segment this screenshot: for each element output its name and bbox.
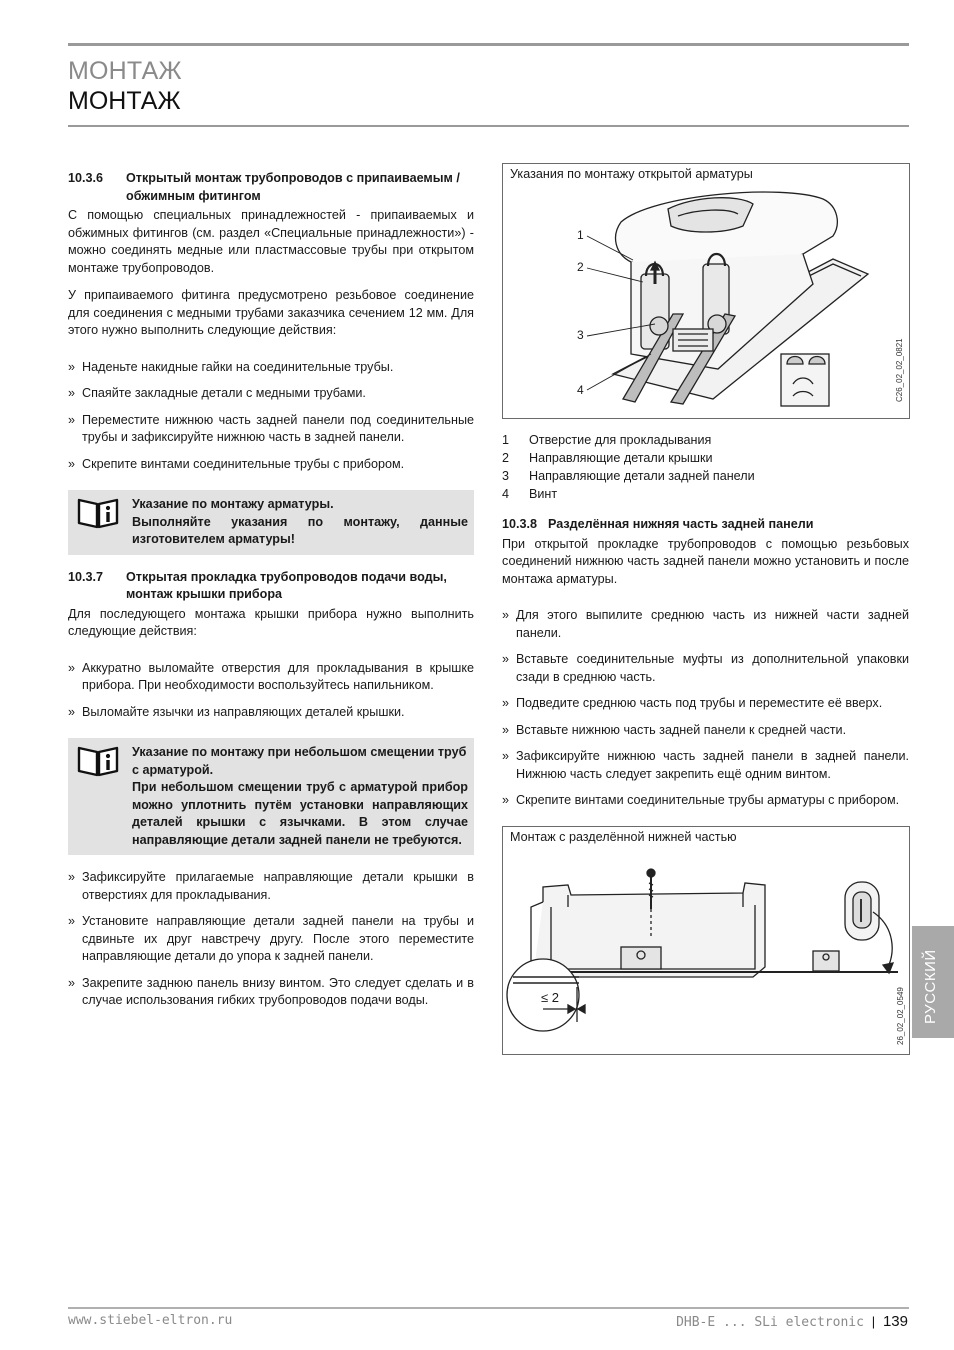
footer-separator: | [871,1314,876,1329]
legend-item: 1 Отверстие для прокладывания [502,433,712,447]
step-item: » Подведите среднюю часть под трубы и переместите её вверх. [502,696,883,710]
section-number: 10.3.7 [68,569,104,584]
figure-caption: Монтаж с разделённой нижней частью [510,830,737,844]
legend-item: 4 Винт [502,487,558,501]
step-item: » Переместите нижнюю часть задней панели под соединительные трубы и зафиксируйте нижнюю часть в задней панели. [68,412,474,444]
step-item: » Закрепите заднюю панель внизу винтом. Это следует сделать и в случае использования гибких трубопроводов подачи воды. [68,975,474,1007]
section-number: 10.3.8 [502,517,538,531]
header-title-black: МОНТАЖ [68,87,181,115]
note-box [68,490,474,555]
header-title-grey: МОНТАЖ [68,57,182,85]
callout-4: 4 [577,383,584,397]
note-text: При небольшом смещении труб с арматурой прибор можно уплотнить путём установки направляющих деталей крышки с язычками. В этом случае направляющие детали задней панели не требуются. [132,780,468,847]
section-heading-10-3-6 [68,170,474,205]
figure-caption: Указания по монтажу открытой арматуры [510,167,753,181]
step-item: » Аккуратно выломайте отверстия для прокладывания в крышке прибора. При необходимости воспользуйтесь напильником. [68,660,474,692]
callout-1: 1 [577,228,584,242]
section-title: Открытый монтаж трубопроводов с припаиваемым / обжимным фитингом [126,171,460,203]
figure-code: C26_02_02_0821 [895,338,904,402]
step-item: » Установите направляющие детали задней панели на трубы и сдвиньте их друг навстречу другу. После этого переместите направляющие детали до упора к задней панели. [68,914,474,963]
step-item: » Зафиксируйте нижнюю часть задней панели в задней панели. Нижнюю часть следует закрепить ещё одним винтом. [502,749,909,781]
top-rule [68,43,909,46]
step-list [502,607,909,810]
figure-code: 26_02_02_0549 [896,987,905,1045]
callout-3: 3 [577,328,584,342]
step-item: » Для этого выпилите среднюю часть из нижней части задней панели. [502,608,909,640]
step-list [68,869,474,1010]
section-title: Открытая прокладка трубопроводов подачи воды, монтаж крышки прибора [126,569,447,601]
legend-item: 3 Направляющие детали задней панели [502,469,755,483]
figure-open-fittings [502,163,910,419]
section-number: 10.3.6 [68,171,104,185]
section-title: Разделённая нижняя часть задней панели [548,517,814,531]
fittings-illustration [503,164,909,418]
step-item: » Спаяйте закладные детали с медными трубами. [68,386,366,400]
callout-2: 2 [577,260,584,274]
language-tab: РУССКИЙ [912,926,954,1038]
footer-product [676,1313,908,1330]
page-number: 139 [882,1313,908,1330]
step-item: » Скрепите винтами соединительные трубы с прибором. [68,456,405,471]
note-box [68,738,474,855]
step-item: » Зафиксируйте прилагаемые направляющие детали крышки в отверстиях для прокладывания. [68,870,474,902]
figure-legend [502,431,909,503]
legend-item: 2 Направляющие детали крышки [502,451,713,465]
paragraph: Для последующего монтажа крышки прибора нужно выполнить следующие действия: [68,606,474,638]
step-item: » Наденьте накидные гайки на соединительные трубы. [68,359,394,374]
figure-split-panel [502,826,910,1055]
step-item: » Скрепите винтами соединительные трубы арматуры с прибором. [502,793,900,807]
step-item: » Выломайте язычки из направляющих деталей крышки. [68,704,405,719]
footer-product-name: DHB-E ... SLi electronic [676,1315,864,1330]
paragraph: С помощью специальных принадлежностей - припаиваемых и обжимных фитингов (см. раздел «Специальные принадлежности») - можно соединять медные или пластмассовые трубы при открытом монтаже трубопроводов. [68,208,474,275]
step-list [68,359,474,474]
step-item: » Вставьте соединительные муфты из дополнительной упаковки сзади в среднюю часть. [502,652,909,684]
section-heading-10-3-8 [502,516,909,534]
paragraph: При открытой прокладке трубопроводов с помощью резьбовых соединений нижнюю часть задней панели можно установить и после монтажа арматуры. [502,536,909,586]
step-item: » Вставьте нижнюю часть задней панели к средней части. [502,722,847,737]
header-rule [68,125,909,127]
split-panel-illustration [503,827,909,1054]
paragraph: У припаиваемого фитинга предусмотрено резьбовое соединение для соединения с медными трубами заказчика сечением 12 мм. Для этого нужно выполнить следующие действия: [68,288,474,337]
note-title: Указание по монтажу при небольшом смещении труб с арматурой. [132,745,467,777]
dimension-label: ≤ 2 [541,990,559,1005]
left-column [68,170,474,1010]
right-column [502,431,909,810]
section-heading-10-3-7 [68,569,474,604]
footer-rule [68,1307,909,1309]
info-book-icon [76,744,132,849]
footer-url: www.stiebel-eltron.ru [68,1313,233,1328]
note-text: Выполняйте указания по монтажу, данные изготовителем арматуры! [132,514,468,546]
info-book-icon [76,496,132,549]
step-list [68,660,474,722]
note-title: Указание по монтажу арматуры. [132,497,334,511]
